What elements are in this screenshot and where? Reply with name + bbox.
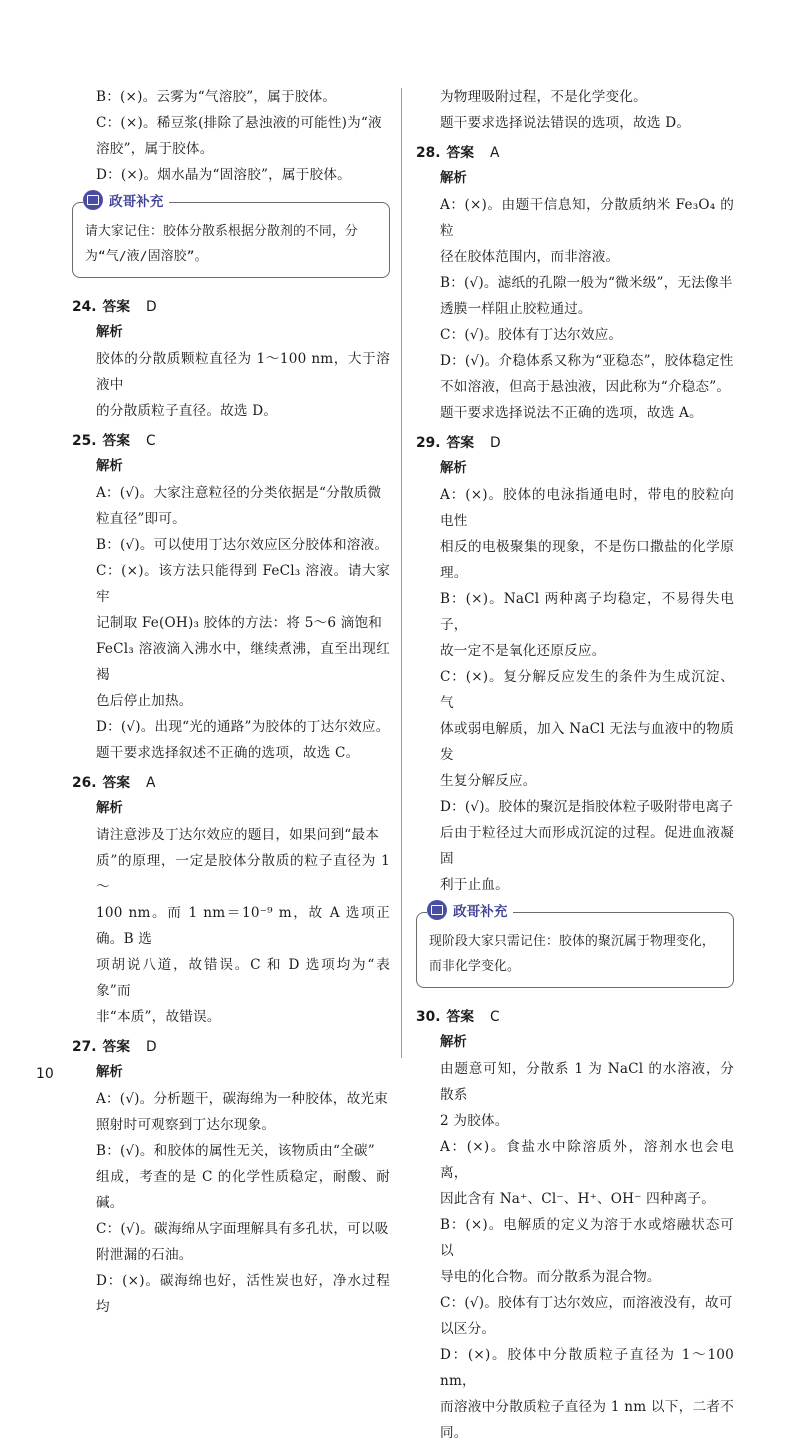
text-line: 组成，考查的是 C 的化学性质稳定，耐酸、耐碱。 <box>96 1169 390 1211</box>
text-line: B：(√)。滤纸的孔隙一般为“微米级”，无法像半 <box>440 275 733 291</box>
q23-continuation <box>72 84 390 188</box>
text-line: A：(√)。分析题干，碳海绵为一种胶体，故光束 <box>96 1091 388 1107</box>
text-line: D：(√)。出现“光的通路”为胶体的丁达尔效应。 <box>96 719 390 735</box>
supplement-title <box>83 190 169 210</box>
text-line: 以区分。 <box>440 1321 496 1337</box>
right-column <box>416 84 734 1446</box>
text-line: D：(√)。胶体的聚沉是指胶体粒子吸附带电离子 <box>440 799 734 815</box>
text-line: 100 nm。而 1 nm＝10⁻⁹ m，故 A 选项正确。B 选 <box>96 905 390 947</box>
answer-value: C <box>490 1009 500 1025</box>
box-title-rule <box>537 912 709 913</box>
answer-header <box>72 1034 390 1060</box>
text-line: 色后停止加热。 <box>96 693 193 709</box>
text-line: A：(×)。食盐水中除溶质外，溶剂水也会电离， <box>440 1139 734 1181</box>
text-line: 照射时可观察到丁达尔现象。 <box>96 1117 276 1133</box>
text-line: D：(×)。碳海绵也好，活性炭也好，净水过程均 <box>96 1273 390 1315</box>
text-line: B：(√)。可以使用丁达尔效应区分胶体和溶液。 <box>96 537 389 553</box>
text-line: 题干要求选择说法不正确的选项，故选 A。 <box>440 405 703 421</box>
supplement-box <box>416 904 734 988</box>
text-line: 由题意可知，分散系 1 为 NaCl 的水溶液，分散系 <box>440 1061 734 1103</box>
supplement-title-text: 政哥补充 <box>109 194 164 210</box>
supplement-line: 为“气/液/固溶胶”。 <box>85 249 208 264</box>
text-line: D：(√)。介稳体系又称为“亚稳态”，胶体稳定性 <box>440 353 734 369</box>
answer-label: 答案 <box>102 775 131 791</box>
analysis-label: 解析 <box>96 325 123 340</box>
answer-header <box>416 140 734 166</box>
text-line: C：(√)。胶体有丁达尔效应。 <box>440 327 623 343</box>
text-line: C：(×)。稀豆浆(排除了悬浊液的可能性)为“液 <box>96 115 382 131</box>
text-line: 利于止血。 <box>440 877 509 893</box>
answer-header <box>72 428 390 454</box>
answer-value: D <box>146 299 157 315</box>
answer-label: 答案 <box>446 145 475 161</box>
answer-value: A <box>490 145 500 161</box>
question-number: 26. <box>72 775 97 791</box>
answer-value: D <box>490 435 501 451</box>
q27-continuation <box>416 84 734 136</box>
text-line: 2 为胶体。 <box>440 1113 509 1129</box>
text-line: C：(×)。复分解反应发生的条件为生成沉淀、气 <box>440 669 734 711</box>
answer-label: 答案 <box>446 1009 475 1025</box>
question-29 <box>416 430 734 898</box>
text-line: FeCl₃ 溶液滴入沸水中，继续煮沸，直至出现红褐 <box>96 641 390 683</box>
question-24 <box>72 294 390 424</box>
text-line: A：(×)。由题干信息知，分散质纳米 Fe₃O₄ 的粒 <box>440 197 734 239</box>
answer-header <box>72 770 390 796</box>
answer-label: 答案 <box>446 435 475 451</box>
text-line: 后由于粒径过大而形成沉淀的过程。促进血液凝固 <box>440 825 734 867</box>
text-line: 题干要求选择叙述不正确的选项，故选 C。 <box>96 745 360 761</box>
answer-header <box>416 1004 734 1030</box>
analysis-label: 解析 <box>96 459 123 474</box>
answer-header <box>416 430 734 456</box>
text-line: 因此含有 Na⁺、Cl⁻、H⁺、OH⁻ 四种离子。 <box>440 1191 716 1207</box>
text-line: 粒直径”即可。 <box>96 511 186 527</box>
text-line: B：(×)。电解质的定义为溶于水或熔融状态可以 <box>440 1217 734 1259</box>
analysis-label: 解析 <box>96 801 123 816</box>
supplement-line: 请大家记住：胶体分散系根据分散剂的不同，分 <box>85 224 358 239</box>
text-line: 体或弱电解质，加入 NaCl 无法与血液中的物质发 <box>440 721 734 763</box>
text-line: 而溶液中分散质粒子直径为 1 nm 以下，二者不同。 <box>440 1399 734 1441</box>
text-line: 非“本质”，故错误。 <box>96 1009 221 1025</box>
question-number: 27. <box>72 1039 97 1055</box>
text-line: C：(×)。该方法只能得到 FeCl₃ 溶液。请大家牢 <box>96 563 390 605</box>
supplement-title <box>427 900 513 920</box>
text-line: B：(√)。和胶体的属性无关，该物质由“全碳” <box>96 1143 375 1159</box>
text-line: 请注意涉及丁达尔效应的题目，如果问到“最本 <box>96 827 380 843</box>
text-line: A：(×)。胶体的电泳指通电时，带电的胶粒向电性 <box>440 487 734 529</box>
text-line: A：(√)。大家注意粒径的分类依据是“分散质微 <box>96 485 382 501</box>
supplement-title-text: 政哥补充 <box>453 904 508 920</box>
text-line: 生复分解反应。 <box>440 773 537 789</box>
analysis-label: 解析 <box>440 461 467 476</box>
answer-label: 答案 <box>102 299 131 315</box>
answer-label: 答案 <box>102 433 131 449</box>
text-line: 透膜一样阻止胶粒通过。 <box>440 301 592 317</box>
text-line: 不如溶液，但高于悬浊液，因此称为“介稳态”。 <box>440 379 731 395</box>
text-line: B：(×)。云雾为“气溶胶”，属于胶体。 <box>96 89 337 105</box>
question-number: 30. <box>416 1009 441 1025</box>
analysis-label: 解析 <box>96 1065 123 1080</box>
text-line: 的分散质粒子直径。故选 D。 <box>96 403 278 419</box>
text-line: 项胡说八道，故错误。C 和 D 选项均为“表象”而 <box>96 957 390 999</box>
question-number: 28. <box>416 145 441 161</box>
answer-value: D <box>146 1039 157 1055</box>
analysis-label: 解析 <box>440 171 467 186</box>
answer-label: 答案 <box>102 1039 131 1055</box>
text-line: 径在胶体范围内，而非溶液。 <box>440 249 620 265</box>
answer-header <box>72 294 390 320</box>
text-line: D：(×)。胶体中分散质粒子直径为 1～100 nm， <box>440 1347 734 1389</box>
text-line: C：(√)。胶体有丁达尔效应，而溶液没有，故可 <box>440 1295 733 1311</box>
text-line: 溶胶”，属于胶体。 <box>96 141 214 157</box>
box-title-rule <box>193 202 365 203</box>
analysis-label: 解析 <box>440 1035 467 1050</box>
page-number: 10 <box>36 1066 54 1082</box>
text-line: 记制取 Fe(OH)₃ 胶体的方法：将 5～6 滴饱和 <box>96 615 383 631</box>
text-line: 故一定不是氧化还原反应。 <box>440 643 606 659</box>
answer-value: C <box>146 433 156 449</box>
board-icon <box>83 190 103 210</box>
text-line: 为物理吸附过程，不是化学变化。 <box>440 89 647 105</box>
answer-value: A <box>146 775 156 791</box>
board-icon <box>427 900 447 920</box>
supplement-line: 而非化学变化。 <box>429 959 520 974</box>
question-number: 29. <box>416 435 441 451</box>
text-line: D：(×)。烟水晶为“固溶胶”，属于胶体。 <box>96 167 351 183</box>
question-30 <box>416 1004 734 1446</box>
supplement-line: 现阶段大家只需记住：胶体的聚沉属于物理变化， <box>429 934 715 949</box>
question-27 <box>72 1034 390 1320</box>
text-line: 附泄漏的石油。 <box>96 1247 193 1263</box>
left-column <box>72 84 390 1320</box>
question-26 <box>72 770 390 1030</box>
question-number: 25. <box>72 433 97 449</box>
text-line: B：(×)。NaCl 两种离子均稳定，不易得失电子， <box>440 591 734 633</box>
text-line: 相反的电极聚集的现象，不是伤口撒盐的化学原理。 <box>440 539 734 581</box>
text-line: 质”的原理，一定是胶体分散质的粒子直径为 1～ <box>96 853 390 895</box>
text-line: 题干要求选择说法错误的选项，故选 D。 <box>440 115 691 131</box>
text-line: 胶体的分散质颗粒直径为 1～100 nm，大于溶液中 <box>96 351 390 393</box>
supplement-box <box>72 194 390 278</box>
question-28 <box>416 140 734 426</box>
text-line: C：(√)。碳海绵从字面理解具有多孔状，可以吸 <box>96 1221 389 1237</box>
text-line: 导电的化合物。而分散系为混合物。 <box>440 1269 661 1285</box>
question-number: 24. <box>72 299 97 315</box>
question-25 <box>72 428 390 766</box>
column-divider <box>401 88 402 1058</box>
